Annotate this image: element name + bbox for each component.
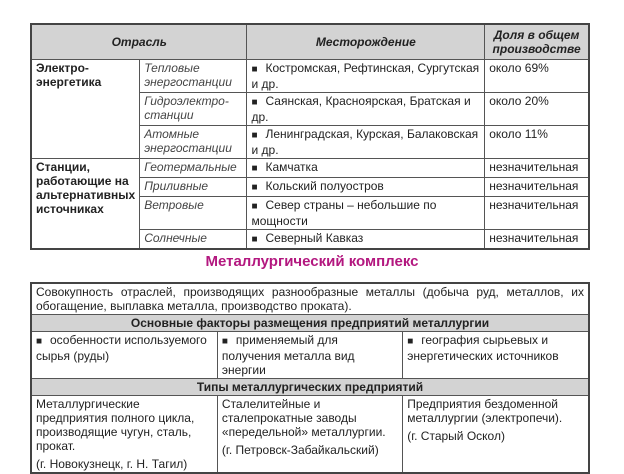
- type-text: Сталелитейные и сталепрокатные заводы «передельной» металлургии.: [221, 397, 386, 439]
- bullet-icon: ■: [251, 97, 258, 108]
- header-deposit: Месторождение: [247, 24, 485, 60]
- branch-cell: Приливные: [140, 178, 247, 197]
- factor-cell: [217, 332, 402, 379]
- factor-text: особенности используемого сырья (руды): [36, 333, 207, 363]
- type-cell: [31, 396, 217, 474]
- share-cell: около 69%: [485, 60, 589, 93]
- group-electro: Электро- энергетика: [31, 60, 140, 159]
- table-row: [31, 332, 589, 379]
- intro-text: Совокупность отраслей, производящих разнообразные металлы (добыча руд, металлов, их обогащение, выплавка металла, производство проката).: [31, 283, 589, 315]
- header-branch: Отрасль: [31, 24, 247, 60]
- deposit-text: Север страны – небольшие по мощности: [251, 198, 437, 228]
- table-row: [31, 315, 589, 332]
- factor-cell: [403, 332, 589, 379]
- branch-cell: Тепловые энергостанции: [140, 60, 247, 93]
- share-cell: незначительная: [485, 159, 589, 178]
- deposit-text: Саянская, Красноярская, Братская и др.: [251, 94, 471, 124]
- factor-text: применяемый для получения металла вид энергии: [221, 333, 355, 377]
- factor-cell: [31, 332, 217, 379]
- energy-header-row: [31, 24, 589, 60]
- bullet-icon: ■: [251, 130, 258, 141]
- branch-cell: Гидроэлектро-станции: [140, 93, 247, 126]
- bullet-icon: ■: [36, 336, 43, 347]
- type-city: (г. Старый Оскол): [407, 429, 505, 443]
- bullet-icon: ■: [407, 336, 414, 347]
- branch-cell: Солнечные: [140, 230, 247, 250]
- bullet-icon: ■: [251, 182, 258, 193]
- share-cell: незначительная: [485, 197, 589, 230]
- share-cell: около 20%: [485, 93, 589, 126]
- deposit-cell: [247, 159, 485, 178]
- bullet-icon: ■: [251, 64, 258, 75]
- bullet-icon: ■: [251, 234, 258, 245]
- type-text: Металлургические предприятия полного цикла, производящие чугун, сталь, прокат.: [36, 397, 195, 453]
- type-city: (г. Новокузнецк, г. Н. Тагил): [36, 457, 188, 471]
- table-row: [31, 283, 589, 315]
- share-cell: около 11%: [485, 126, 589, 159]
- deposit-cell: [247, 178, 485, 197]
- branch-cell: Ветровые: [140, 197, 247, 230]
- deposit-text: Камчатка: [265, 160, 318, 174]
- metallurgy-table: [30, 282, 590, 474]
- deposit-cell: [247, 93, 485, 126]
- table-row: [31, 379, 589, 396]
- table-row: [31, 159, 589, 178]
- deposit-text: Ленинградская, Курская, Балаковская и др.: [251, 127, 479, 157]
- type-text: Предприятия бездоменной металлургии (электропечи).: [407, 397, 563, 425]
- types-heading: Типы металлургических предприятий: [31, 379, 589, 396]
- type-cell: [217, 396, 402, 474]
- share-cell: незначительная: [485, 178, 589, 197]
- deposit-text: Костромская, Рефтинская, Сургутская и др.: [251, 61, 480, 91]
- factor-text: география сырьевых и энергетических источников: [407, 333, 559, 363]
- share-cell: незначительная: [485, 230, 589, 250]
- energy-table: [30, 23, 590, 250]
- deposit-cell: [247, 126, 485, 159]
- bullet-icon: ■: [221, 336, 228, 347]
- deposit-text: Северный Кавказ: [265, 231, 364, 245]
- table-row: [31, 60, 589, 93]
- branch-cell: Атомные энергостанции: [140, 126, 247, 159]
- deposit-cell: [247, 60, 485, 93]
- bullet-icon: ■: [251, 201, 258, 212]
- header-share: Доля в общем производстве: [485, 24, 589, 60]
- type-cell: [403, 396, 589, 474]
- deposit-text: Кольский полуостров: [265, 179, 384, 193]
- deposit-cell: [247, 230, 485, 250]
- bullet-icon: ■: [251, 163, 258, 174]
- type-city: (г. Петровск-Забайкальский): [221, 443, 379, 457]
- table-row: [31, 396, 589, 474]
- factors-heading: Основные факторы размещения предприятий металлургии: [31, 315, 589, 332]
- branch-cell: Геотермальные: [140, 159, 247, 178]
- group-alternative: Станции, работающие на альтернативных источниках: [31, 159, 140, 250]
- deposit-cell: [247, 197, 485, 230]
- section-title: Металлургический комплекс: [205, 253, 419, 270]
